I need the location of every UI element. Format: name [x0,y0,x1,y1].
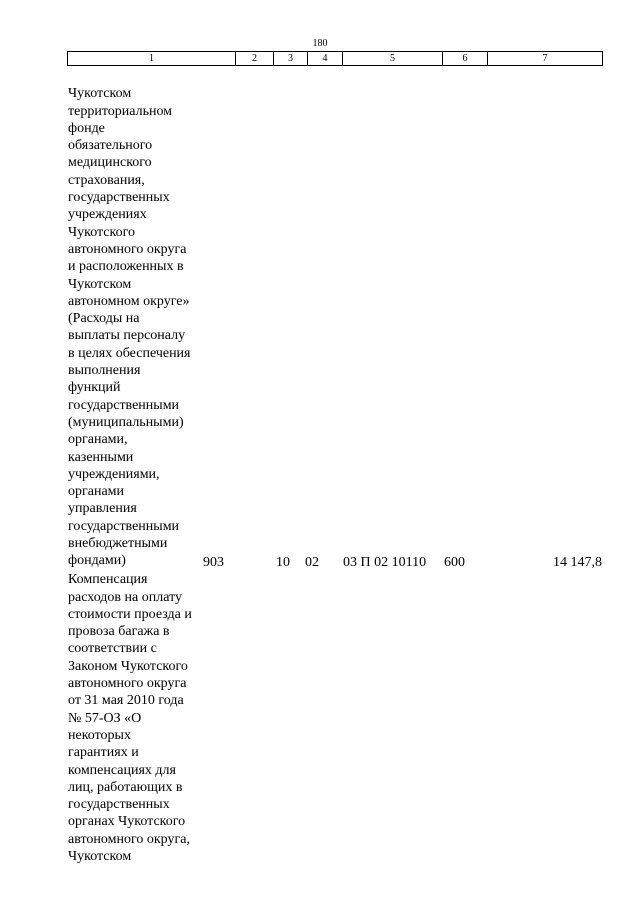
row-2-name [68,554,192,883]
page-number: 180 [312,38,328,49]
column-header-table [67,51,603,66]
row-1-name-line: территориальном [68,103,173,119]
column-header-2: 2 [236,52,274,66]
row-2-name-line: расходов на оплату [68,589,183,605]
row-1-name-line: выплаты персоналу [68,328,186,344]
row-1-name-line: медицинского [68,155,152,171]
row-2-name-line: государственных [68,797,170,813]
row-1-name-line: и расположенных в [68,259,184,275]
row-2-amount: 14 147,8 [553,555,602,570]
row-2-ministry-code: 903 [203,555,224,570]
row-1-name [68,68,191,587]
row-2-name-line: органах Чукотского [68,814,186,830]
row-2-name-line: № 57-ОЗ «О [68,710,142,726]
column-header-6: 6 [443,52,488,66]
row-2-section: 10 [276,555,290,570]
row-1-name-line: Чукотского [68,224,135,240]
column-header-4: 4 [308,52,343,66]
row-1-name-line: фондами) [68,553,126,569]
row-1-name-line: казенными [68,449,134,465]
row-1-name-line: государственными [68,397,180,413]
row-1-name-line: страхования, [68,172,145,188]
row-2-name-line: соответствии с [68,641,157,657]
row-2-name-line: автономного округа, [68,831,190,847]
row-1-name-line: в целях обеспечения [68,345,191,361]
row-1-name-line: учреждениями, [68,466,160,482]
row-1-name-line: выполнения [68,363,141,379]
column-header-7: 7 [488,52,603,66]
row-1-name-line: (муниципальными) [68,414,184,430]
row-2-name-line: Компенсация [68,572,148,588]
row-2-expense-type: 600 [444,555,465,570]
row-1-name-line: фонде [68,120,105,136]
row-1-name-line: внебюджетными [68,536,168,552]
row-1-name-line: Чукотском [68,86,132,102]
row-1-name-line: управления [68,501,137,517]
row-1-name-line: государственными [68,518,180,534]
row-2-name-line: автономного округа [68,676,187,692]
row-2-name-line: от 31 мая 2010 года [68,693,184,709]
row-2-name-line: лиц, работающих в [68,779,183,795]
row-1-name-line: автономном округе» [68,293,190,309]
row-1-name-line: (Расходы на [68,311,140,327]
row-2-name-line: некоторых [68,727,131,743]
row-2-name-line: Законом Чукотского [68,658,188,674]
row-1-name-line: Чукотском [68,276,132,292]
row-2-name-line: гарантиях и [68,745,139,761]
column-header-5: 5 [343,52,443,66]
row-2-name-line: компенсациях для [68,762,176,778]
column-header-1: 1 [68,52,236,66]
row-1-name-line: учреждениях [68,207,147,223]
row-1-name-line: функций [68,380,121,396]
row-2-name-line: стоимости проезда и [68,606,192,622]
row-1-name-line: автономного округа [68,241,187,257]
row-2-name-line: Чукотском [68,849,132,865]
row-2-name-line: провоза багажа в [68,624,170,640]
row-1-name-line: государственных [68,190,170,206]
column-header-3: 3 [274,52,308,66]
column-header-row [68,52,603,66]
row-2-subsection: 02 [305,555,319,570]
row-2-target-article: 03 П 02 10110 [343,555,427,570]
row-1-name-line: органами, [68,432,128,448]
row-1-name-line: обязательного [68,138,153,154]
row-1-name-line: органами [68,484,125,500]
